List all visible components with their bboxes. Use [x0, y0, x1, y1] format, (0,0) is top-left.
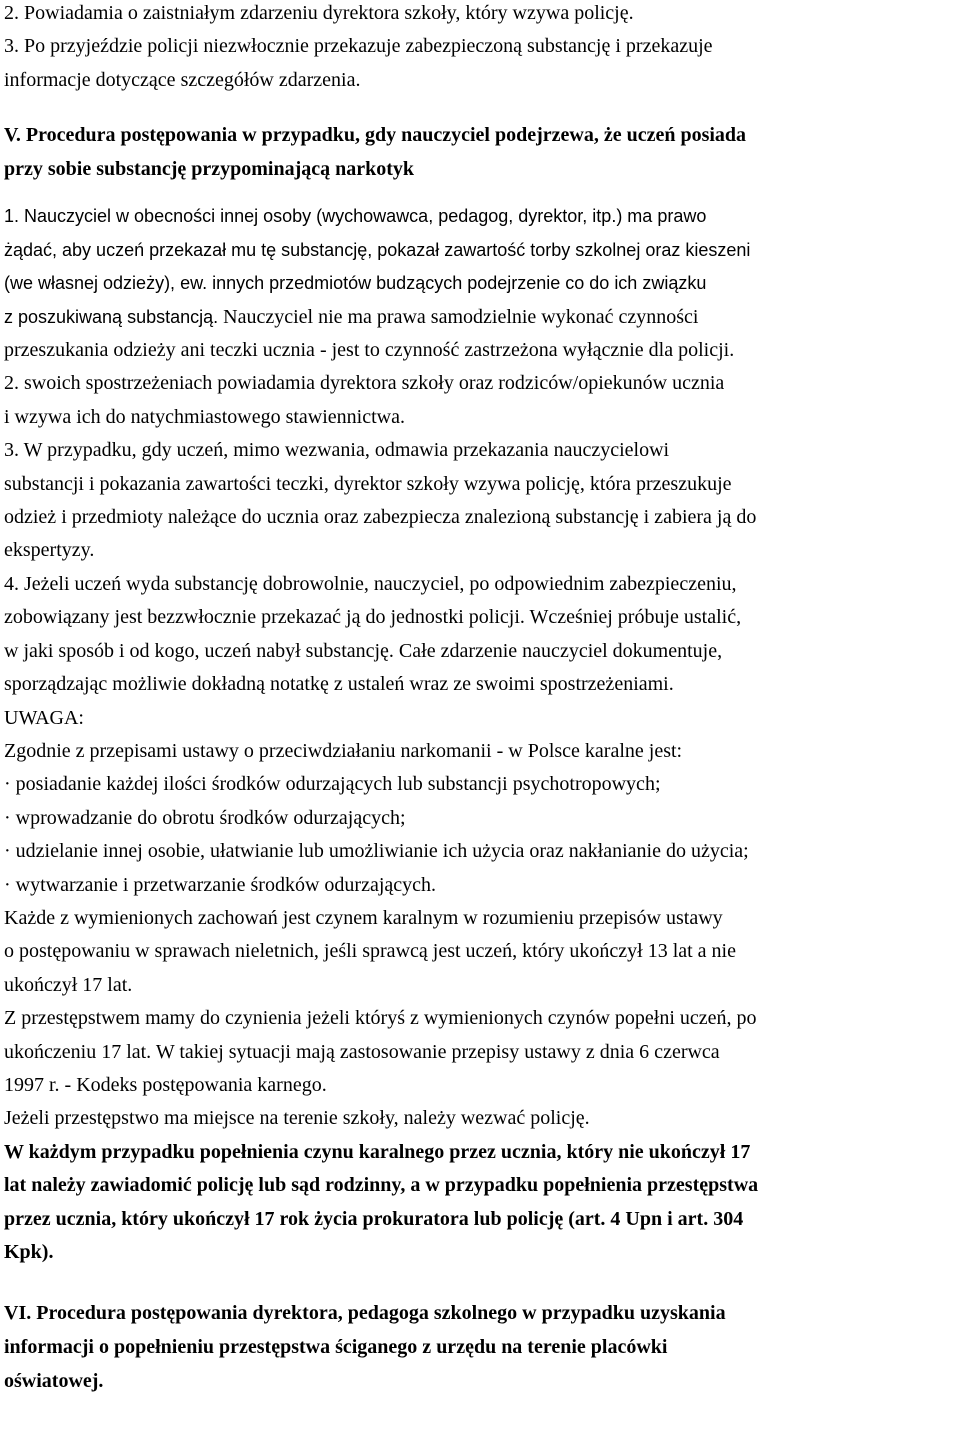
- text-line: (we własnej odzieży), ew. innych przedmiotów budzących podejrzenie co do ich związku: [4, 273, 707, 294]
- text-line: [4, 301, 958, 334]
- text-line: Z przestępstwem mamy do czynienia jeżeli któryś z wymienionych czynów popełni uczeń, po: [4, 1007, 757, 1030]
- intro-block: [4, 0, 958, 97]
- section-5-body: [4, 200, 958, 1269]
- text-line: o postępowaniu w sprawach nieletnich, jeśli sprawcą jest uczeń, który ukończył 13 lat a nie: [4, 940, 736, 963]
- spacer: [4, 1269, 958, 1297]
- text-line: 4. Jeżeli uczeń wyda substancję dobrowolnie, nauczyciel, po odpowiednim zabezpieczeniu,: [4, 572, 737, 595]
- text-line: w jaki sposób i od kogo, uczeń nabył substancję. Całe zdarzenie nauczyciel dokumentuje,: [4, 639, 723, 662]
- text-line: ukończył 17 lat.: [4, 973, 133, 996]
- text-line: Każde z wymienionych zachowań jest czynem karalnym w rozumieniu przepisów ustawy: [4, 906, 723, 929]
- text-line: przeszukania odzieży ani teczki ucznia - jest to czynność zastrzeżona wyłącznie dla policji.: [4, 339, 735, 362]
- text-line: zobowiązany jest bezzwłocznie przekazać ją do jednostki policji. Wcześniej próbuje ustalić,: [4, 606, 742, 629]
- heading-line: V. Procedura postępowania w przypadku, gdy nauczyciel podejrzewa, że uczeń posiada: [4, 124, 747, 147]
- text-line: 1997 r. - Kodeks postępowania karnego.: [4, 1073, 327, 1096]
- text-line: Jeżeli przestępstwo ma miejsce na terenie szkoły, należy wezwać policję.: [4, 1107, 590, 1130]
- list-item: · posiadanie każdej ilości środków odurzających lub substancji psychotropowych;: [4, 773, 661, 796]
- list-item: · wprowadzanie do obrotu środków odurzających;: [4, 806, 406, 829]
- text-span: Nauczyciel nie ma prawa samodzielnie wykonać czynności: [218, 305, 699, 328]
- text-line: ekspertyzy.: [4, 539, 95, 562]
- spacer: [4, 97, 958, 119]
- document-page: [4, 0, 958, 1398]
- text-line: żądać, aby uczeń przekazał mu tę substancję, pokazał zawartość torby szkolnej oraz kieszeni: [4, 239, 751, 260]
- text-line: odzież i przedmioty należące do ucznia oraz zabezpiecza znalezioną substancję i zabiera ją do: [4, 506, 757, 529]
- section-5-heading: [4, 119, 958, 186]
- bold-line: przez ucznia, który ukończył 17 rok życia prokuratora lub policję (art. 4 Upn i art. 304: [4, 1207, 744, 1230]
- list-item: · wytwarzanie i przetwarzanie środków odurzających.: [4, 873, 437, 896]
- text-line: sporządzając możliwie dokładną notatkę z ustaleń wraz ze swoimi spostrzeżeniami.: [4, 673, 674, 696]
- text-line: ukończeniu 17 lat. W takiej sytuacji mają zastosowanie przepisy ustawy z dnia 6 czerwca: [4, 1040, 720, 1063]
- text-line: substancji i pokazania zawartości teczki, dyrektor szkoły wzywa policję, która przeszukuje: [4, 472, 732, 495]
- list-item: · udzielanie innej osobie, ułatwianie lub umożliwianie ich użycia oraz nakłanianie do użycia;: [4, 840, 749, 863]
- text-line: Zgodnie z przepisami ustawy o przeciwdziałaniu narkomanii - w Polsce karalne jest:: [4, 739, 683, 762]
- text-line: 2. Powiadamia o zaistniałym zdarzeniu dyrektora szkoły, który wzywa policję.: [4, 2, 634, 24]
- text-line: informacje dotyczące szczegółów zdarzenia.: [4, 68, 361, 91]
- bold-line: W każdym przypadku popełnienia czynu karalnego przez ucznia, który nie ukończył 17: [4, 1140, 751, 1163]
- text-line: UWAGA:: [4, 706, 84, 729]
- heading-line: VI. Procedura postępowania dyrektora, pedagoga szkolnego w przypadku uzyskania: [4, 1302, 726, 1325]
- heading-line: przy sobie substancję przypominającą narkotyk: [4, 157, 415, 180]
- text-line: 1. Nauczyciel w obecności innej osoby (wychowawca, pedagog, dyrektor, itp.) ma prawo: [4, 206, 707, 227]
- text-line: 2. swoich spostrzeżeniach powiadamia dyrektora szkoły oraz rodziców/opiekunów ucznia: [4, 372, 725, 395]
- bold-line: lat należy zawiadomić policję lub sąd rodzinny, a w przypadku popełnienia przestępstwa: [4, 1174, 759, 1197]
- text-line: 3. W przypadku, gdy uczeń, mimo wezwania, odmawia przekazania nauczycielowi: [4, 439, 670, 462]
- bold-line: Kpk).: [4, 1241, 54, 1263]
- section-6-heading: [4, 1297, 958, 1398]
- heading-line: informacji o popełnieniu przestępstwa ściganego z urzędu na terenie placówki: [4, 1336, 668, 1358]
- text-span: z poszukiwaną substancją.: [4, 306, 219, 327]
- heading-line: oświatowej.: [4, 1369, 104, 1392]
- text-line: i wzywa ich do natychmiastowego stawiennictwa.: [4, 405, 405, 428]
- text-line: 3. Po przyjeździe policji niezwłocznie przekazuje zabezpieczoną substancję i przekazuje: [4, 35, 713, 58]
- spacer: [4, 186, 958, 200]
